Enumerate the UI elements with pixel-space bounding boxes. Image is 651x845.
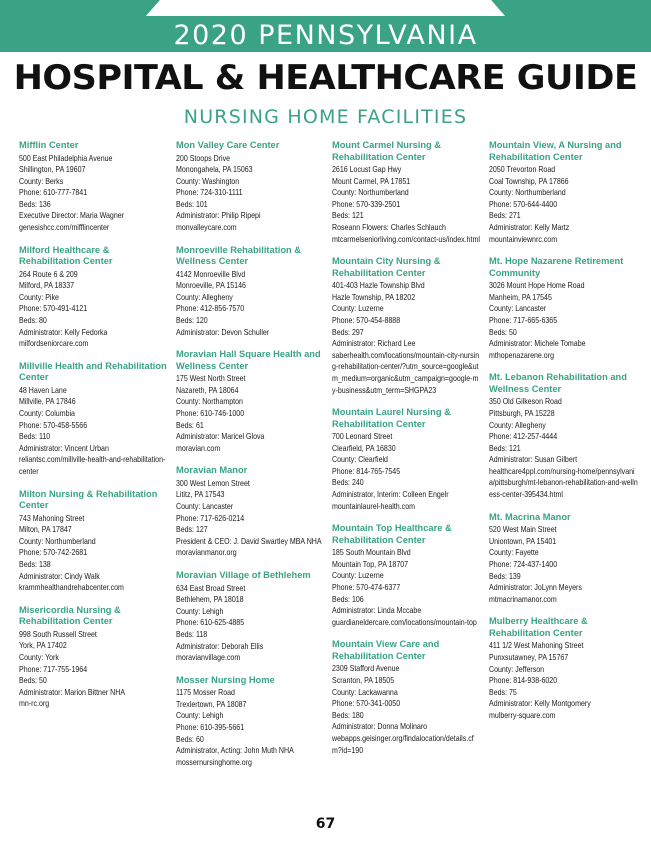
facility-detail-line: 2050 Trevorton Road bbox=[489, 165, 556, 174]
facility-detail-line: 700 Leonard Street bbox=[332, 432, 393, 442]
facility-name: Moravian Manor bbox=[176, 465, 248, 476]
facility-name: Misericordia Nursing & Rehabilitation Center bbox=[19, 604, 121, 627]
facility-detail-line: Monongahela, PA 15063 bbox=[176, 165, 253, 175]
facility-detail-line: Administrator: Kelly Fedorka bbox=[19, 327, 108, 337]
facility-listing bbox=[332, 523, 482, 628]
facility-detail-line: County: Northumberland bbox=[489, 188, 566, 198]
facility-detail-line: Beds: 121 bbox=[332, 211, 364, 221]
facility-detail-line: County: Washington bbox=[176, 176, 240, 186]
facility-detail-line: Uniontown, PA 15401 bbox=[489, 536, 557, 546]
facility-detail-line: Lititz, PA 17543 bbox=[176, 490, 225, 500]
facility-detail-line: Beds: 60 bbox=[176, 734, 204, 744]
facility-detail-line: County: Allegheny bbox=[489, 420, 546, 430]
facility-detail-line: Administrator: Vincent Urban bbox=[19, 443, 109, 453]
facility-detail-line: mossernursinghome.org bbox=[176, 757, 252, 767]
facility-detail-line: mtcarmelseniorliving.com/contact-us/index.html bbox=[332, 234, 480, 244]
facility-detail-line: County: Berks bbox=[19, 176, 64, 186]
facility-detail-line: Administrator: Richard Lee bbox=[332, 339, 416, 349]
facility-name: Mt. Macrina Manor bbox=[489, 511, 571, 522]
facility-detail-line: moravianvillage.com bbox=[176, 653, 241, 663]
facility-detail-line: mn-rc.org bbox=[19, 699, 50, 709]
facility-listing bbox=[19, 140, 169, 234]
facility-name: Moravian Village of Bethlehem bbox=[176, 570, 311, 581]
facility-detail-line: Administrator: Maricel Glova bbox=[176, 432, 265, 442]
facility-detail-line: mthopenazarene.org bbox=[489, 350, 554, 360]
facility-detail-line: Administrator: Philip Ripepi bbox=[176, 211, 261, 221]
facility-detail-line: 264 Route 6 & 209 bbox=[19, 269, 78, 279]
facility-detail-line: Administrator: Devon Schuller bbox=[176, 327, 270, 337]
facility-detail-line: Administrator: Deborah Ellis bbox=[176, 641, 264, 651]
facility-detail-line: 500 East Philadelphia Avenue bbox=[19, 153, 113, 163]
facility-detail-line: Phone: 570-742-2681 bbox=[19, 548, 88, 558]
facility-detail-line: County: Columbia bbox=[19, 409, 75, 418]
facility-detail-line: Trexlertown, PA 18087 bbox=[176, 699, 247, 709]
facility-detail-line: Phone: 724-310-1111 bbox=[176, 188, 243, 198]
facility-name: Mountain Top Healthcare & Rehabilitation Center bbox=[332, 523, 452, 545]
facility-detail-line: 2309 Stafford Avenue bbox=[332, 664, 400, 674]
facility-detail-line: Shillington, PA 19607 bbox=[19, 165, 86, 175]
facility-detail-line: Beds: 180 bbox=[332, 710, 364, 720]
facility-detail-line: 48 Haven Lane bbox=[19, 385, 67, 395]
facility-detail-line: 175 West North Street bbox=[176, 374, 246, 384]
facility-detail-line: Millville, PA 17846 bbox=[19, 397, 76, 407]
facility-detail-line: Phone: 610-395-5661 bbox=[176, 722, 245, 732]
facility-name: Mountain View, A Nursing and Rehabilitation Center bbox=[489, 140, 622, 162]
facility-listing bbox=[19, 489, 169, 594]
facility-detail-line: Manheim, PA 17545 bbox=[489, 292, 552, 302]
facility-detail-line: County: Pike bbox=[19, 292, 59, 302]
facility-detail-line: Beds: 50 bbox=[489, 327, 517, 337]
facility-listing bbox=[489, 372, 639, 500]
facility-detail-line: Pittsburgh, PA 15228 bbox=[489, 408, 555, 418]
facility-name: Monroeville Rehabilitation & Wellness Center bbox=[176, 244, 302, 267]
header-banner bbox=[0, 0, 651, 56]
facility-name: Mosser Nursing Home bbox=[176, 674, 275, 685]
facility-detail-line: Administrator: Linda Mccabe bbox=[332, 606, 422, 616]
facility-detail-line: Phone: 610-777-7841 bbox=[19, 188, 88, 198]
facility-detail-line: Beds: 80 bbox=[19, 316, 47, 326]
facility-detail-line: Phone: 570-458-5566 bbox=[19, 420, 88, 430]
facility-detail-line: Phone: 717-626-0214 bbox=[176, 513, 245, 523]
facility-detail-line: Beds: 106 bbox=[332, 594, 364, 604]
facility-detail-line: Bethlehem, PA 18018 bbox=[176, 595, 244, 605]
listing-column-2 bbox=[176, 140, 326, 779]
facility-listing bbox=[176, 349, 326, 454]
facility-listing bbox=[176, 675, 326, 769]
facility-detail-line: County: Lancaster bbox=[489, 304, 547, 314]
facility-detail-line: County: Lancaster bbox=[176, 502, 234, 512]
facility-detail-line: Phone: 717-755-1964 bbox=[19, 664, 88, 674]
facility-detail-line: Beds: 50 bbox=[19, 676, 47, 686]
facility-listing bbox=[332, 256, 482, 396]
facility-detail-line: Mountain Top, PA 18707 bbox=[332, 559, 409, 569]
facility-detail-line: milfordseniorcare.com bbox=[19, 339, 89, 349]
facility-detail-line: reliantsc.com/millville-health-and-rehabilitation-center bbox=[19, 455, 166, 476]
listing-column-1 bbox=[19, 140, 169, 721]
facility-detail-line: Beds: 139 bbox=[489, 571, 521, 581]
facility-detail-line: healthcare4ppl.com/nursing-home/pennsylvania/pittsburgh/mt-lebanon-rehabilitation-and-wellness-center-395434.html bbox=[489, 466, 638, 500]
facility-listing bbox=[489, 256, 639, 361]
facility-detail-line: 2616 Locust Gap Hwy bbox=[332, 165, 402, 174]
facility-detail-line: 350 Old Gilkeson Road bbox=[489, 397, 562, 407]
section-title: NURSING HOME FACILITIES bbox=[183, 106, 468, 128]
facility-name: Mon Valley Care Center bbox=[176, 140, 280, 150]
facility-detail-line: Beds: 240 bbox=[332, 478, 364, 488]
facility-detail-line: Punxsutawney, PA 15767 bbox=[489, 652, 569, 662]
facility-name: Milford Healthcare & Rehabilitation Center bbox=[19, 244, 113, 267]
facility-detail-line: Administrator: Donna Molinaro bbox=[332, 722, 428, 732]
banner-title: 2020 PENNSYLVANIA bbox=[173, 20, 478, 51]
facility-detail-line: County: Northumberland bbox=[19, 536, 96, 546]
page-number: 67 bbox=[315, 816, 336, 832]
facility-detail-line: krammhealthandrehabcenter.com bbox=[19, 583, 124, 593]
facility-detail-line: Phone: 570-474-6377 bbox=[332, 583, 401, 593]
facility-name: Mifflin Center bbox=[19, 140, 79, 150]
facility-detail-line: County: Lackawanna bbox=[332, 687, 398, 697]
facility-listing bbox=[176, 140, 326, 234]
facility-detail-line: 520 West Main Street bbox=[489, 525, 557, 535]
facility-detail-line: Beds: 118 bbox=[176, 629, 208, 639]
facility-detail-line: Milford, PA 18337 bbox=[19, 281, 75, 291]
facility-detail-line: County: Northumberland bbox=[332, 188, 409, 198]
facility-detail-line: Executive Director: Maria Wagner bbox=[19, 211, 125, 221]
facility-detail-line: Monroeville, PA 15146 bbox=[176, 281, 246, 291]
facility-detail-line: Milton, PA 17847 bbox=[19, 525, 72, 535]
facility-detail-line: Administrator: Kelly Montgomery bbox=[489, 699, 591, 709]
facility-detail-line: genesishcc.com/mifflincenter bbox=[19, 223, 110, 233]
facility-name: Mount Carmel Nursing & Rehabilitation Center bbox=[332, 140, 441, 162]
facility-detail-line: Phone: 610-746-1000 bbox=[176, 409, 245, 418]
facility-detail-line: moravian.com bbox=[176, 443, 221, 453]
facility-name: Mt. Lebanon Rehabilitation and Wellness Center bbox=[489, 372, 627, 394]
facility-detail-line: Beds: 61 bbox=[176, 420, 204, 430]
facility-detail-line: mulberry-square.com bbox=[489, 710, 556, 720]
facility-detail-line: Phone: 570-341-0050 bbox=[332, 699, 401, 709]
facility-detail-line: Administrator: Cindy Walk bbox=[19, 571, 100, 581]
facility-detail-line: County: Northampton bbox=[176, 397, 243, 407]
facility-detail-line: 185 South Mountain Blvd bbox=[332, 548, 411, 558]
facility-listing bbox=[19, 361, 169, 478]
facility-name: Mt. Hope Nazarene Retirement Community bbox=[489, 256, 624, 278]
facility-listing bbox=[19, 245, 169, 350]
facility-detail-line: Administrator: Susan Gilbert bbox=[489, 455, 578, 465]
facility-name: Mountain Laurel Nursing & Rehabilitation Center bbox=[332, 407, 451, 429]
facility-detail-line: Phone: 570-491-4121 bbox=[19, 304, 88, 314]
facility-detail-line: monvalleycare.com bbox=[176, 223, 237, 233]
facility-detail-line: Beds: 121 bbox=[489, 443, 521, 453]
facility-detail-line: Administrator: Michele Tomabe bbox=[489, 339, 586, 349]
facility-name: Mulberry Healthcare & Rehabilitation Center bbox=[489, 616, 588, 638]
facility-detail-line: Phone: 724-437-1400 bbox=[489, 559, 558, 569]
facility-detail-line: County: Lehigh bbox=[176, 606, 224, 616]
facility-detail-line: 4142 Monroeville Blvd bbox=[176, 269, 246, 279]
facility-detail-line: 998 South Russell Street bbox=[19, 629, 97, 639]
facility-detail-line: mtmacrinamanor.com bbox=[489, 594, 557, 604]
facility-detail-line: York, PA 17402 bbox=[19, 641, 67, 651]
facility-detail-line: guardianeldercare.com/locations/mountain-top bbox=[332, 617, 477, 627]
facility-detail-line: County: York bbox=[19, 652, 59, 662]
facility-listing bbox=[176, 245, 326, 339]
facility-detail-line: Beds: 75 bbox=[489, 687, 517, 697]
facility-listing bbox=[489, 512, 639, 606]
facility-detail-line: Nazareth, PA 18064 bbox=[176, 385, 239, 395]
facility-name: Moravian Hall Square Health and Wellness Center bbox=[176, 349, 321, 371]
facility-detail-line: Phone: 814-765-7545 bbox=[332, 466, 401, 476]
facility-detail-line: Administrator: JoLynn Meyers bbox=[489, 583, 582, 593]
facility-listing bbox=[176, 465, 326, 559]
facility-detail-line: Scranton, PA 18505 bbox=[332, 676, 395, 685]
facility-listing bbox=[176, 570, 326, 664]
facility-detail-line: Mount Carmel, PA 17851 bbox=[332, 176, 411, 186]
facility-name: Milton Nursing & Rehabilitation Center bbox=[19, 488, 158, 511]
facility-detail-line: mountainviewnrc.com bbox=[489, 234, 558, 244]
facility-detail-line: 200 Stoops Drive bbox=[176, 153, 231, 163]
facility-detail-line: Administrator: Marion Bittner NHA bbox=[19, 687, 126, 697]
facility-detail-line: Phone: 717-665-6365 bbox=[489, 315, 558, 325]
page-title: HOSPITAL & HEALTHCARE GUIDE bbox=[13, 58, 638, 98]
listing-column-4 bbox=[489, 140, 639, 732]
facility-detail-line: Beds: 101 bbox=[176, 199, 208, 209]
facility-listing bbox=[332, 140, 482, 245]
facility-detail-line: Hazle Township, PA 18202 bbox=[332, 292, 416, 302]
facility-detail-line: 300 West Lemon Street bbox=[176, 478, 250, 488]
facility-detail-line: Phone: 412-856-7570 bbox=[176, 304, 245, 314]
facility-detail-line: County: Allegheny bbox=[176, 292, 233, 302]
facility-detail-line: Beds: 271 bbox=[489, 211, 521, 221]
facility-detail-line: County: Luzerne bbox=[332, 304, 384, 314]
listing-column-3 bbox=[332, 140, 482, 767]
facility-detail-line: Phone: 814-938-6020 bbox=[489, 676, 558, 686]
facility-listing bbox=[489, 140, 639, 245]
facility-detail-line: 411 1/2 West Mahoning Street bbox=[489, 641, 584, 651]
facility-listing bbox=[332, 407, 482, 512]
facility-detail-line: Phone: 570-454-8888 bbox=[332, 315, 401, 325]
facility-detail-line: Administrator, Acting: John Muth NHA bbox=[176, 746, 294, 756]
facility-detail-line: Beds: 136 bbox=[19, 199, 51, 209]
facility-detail-line: County: Fayette bbox=[489, 548, 539, 558]
facility-detail-line: Clearfield, PA 16830 bbox=[332, 443, 396, 453]
facility-detail-line: webapps.geisinger.org/findalocation/details.cfm?id=190 bbox=[332, 733, 474, 755]
facility-detail-line: 1175 Mosser Road bbox=[176, 688, 235, 698]
facility-detail-line: Administrator: Kelly Martz bbox=[489, 222, 570, 232]
facility-detail-line: 634 East Broad Street bbox=[176, 583, 246, 593]
facility-detail-line: 3026 Mount Hope Home Road bbox=[489, 281, 585, 291]
facility-detail-line: County: Clearfield bbox=[332, 455, 388, 465]
facility-detail-line: Phone: 412-257-4444 bbox=[489, 432, 558, 442]
facility-detail-line: saberhealth.com/locations/mountain-city-nursing-rehabilitation-center/?utm_source=google&utm_medium=organic&utm_campaign=google-my-business&utm_term=SHGPA23 bbox=[332, 350, 480, 395]
facility-listing bbox=[332, 639, 482, 756]
facility-detail-line: Phone: 570-644-4400 bbox=[489, 199, 558, 209]
facility-name: Mountain City Nursing & Rehabilitation Center bbox=[332, 256, 441, 278]
facility-detail-line: 743 Mahoning Street bbox=[19, 513, 85, 523]
facility-detail-line: Beds: 138 bbox=[19, 559, 51, 569]
facility-detail-line: Coal Township, PA 17866 bbox=[489, 176, 569, 186]
facility-detail-line: Administrator, Interim: Colleen Engelr bbox=[332, 490, 449, 500]
facility-name: Mountain View Care and Rehabilitation Center bbox=[332, 639, 440, 661]
facility-detail-line: Beds: 297 bbox=[332, 327, 364, 337]
facility-detail-line: Beds: 127 bbox=[176, 525, 208, 535]
facility-detail-line: County: Lehigh bbox=[176, 711, 224, 721]
facility-listing bbox=[19, 605, 169, 710]
facility-detail-line: County: Luzerne bbox=[332, 571, 384, 581]
facility-detail-line: Phone: 610-625-4885 bbox=[176, 618, 245, 628]
facility-detail-line: Roseann Flowers: Charles Schlauch bbox=[332, 222, 446, 232]
facility-detail-line: County: Jefferson bbox=[489, 664, 545, 674]
facility-detail-line: moravianmanor.org bbox=[176, 548, 237, 558]
facility-detail-line: 401-403 Hazle Township Blvd bbox=[332, 281, 425, 291]
facility-name: Millville Health and Rehabilitation Center bbox=[19, 360, 167, 383]
facility-detail-line: mountainlaurel-health.com bbox=[332, 501, 415, 511]
facility-detail-line: Beds: 110 bbox=[19, 432, 51, 442]
facility-listing bbox=[489, 616, 639, 721]
facility-detail-line: President & CEO: J. David Swartley MBA NHA bbox=[176, 536, 322, 546]
facility-detail-line: Beds: 120 bbox=[176, 316, 208, 326]
facility-detail-line: Phone: 570-339-2501 bbox=[332, 199, 401, 209]
